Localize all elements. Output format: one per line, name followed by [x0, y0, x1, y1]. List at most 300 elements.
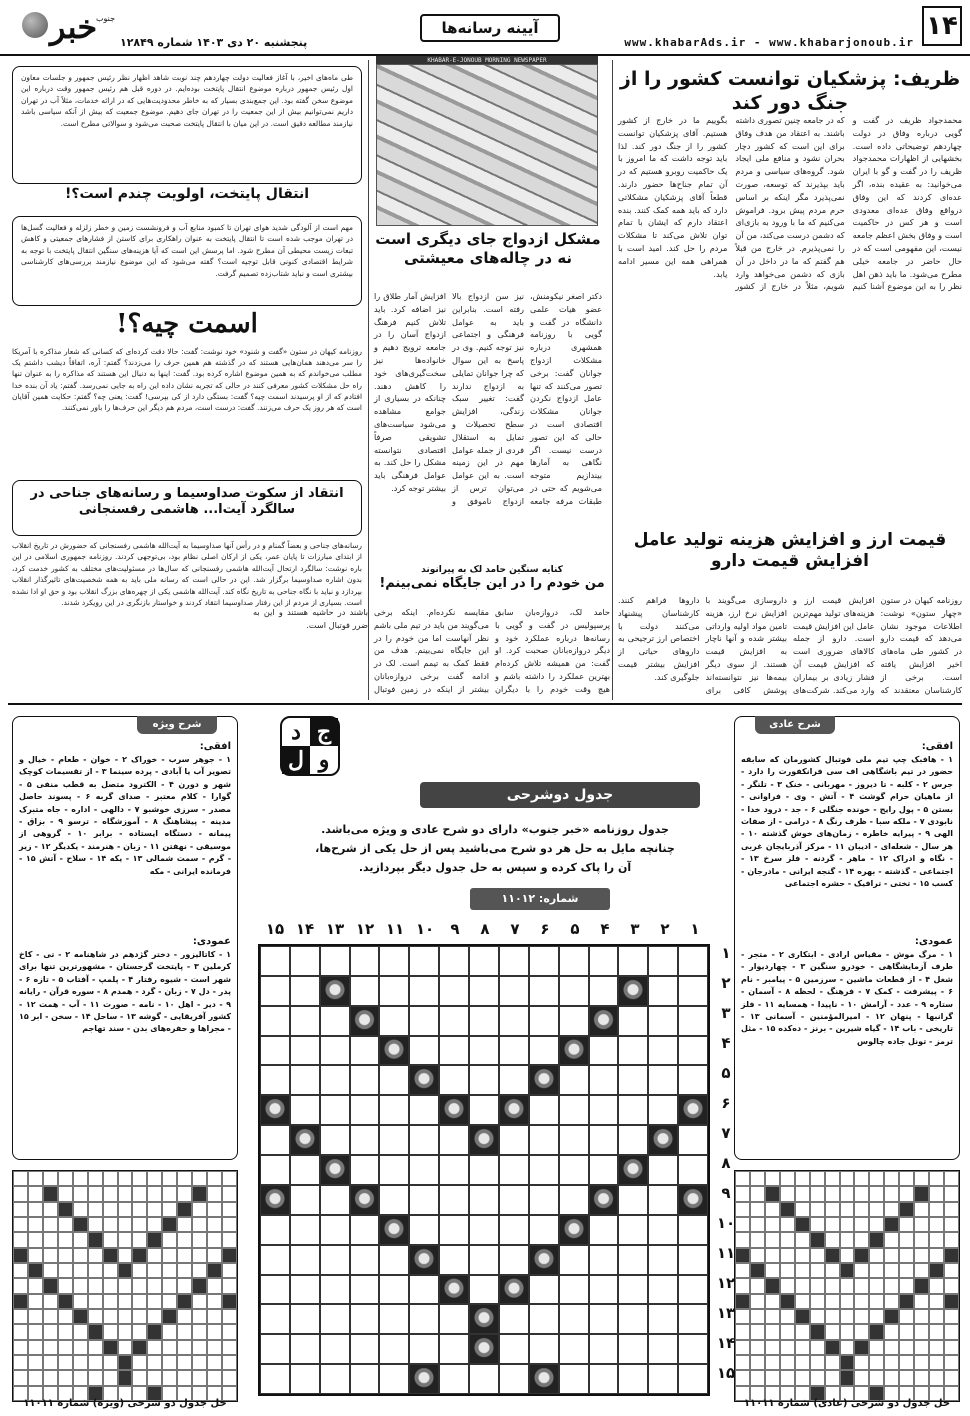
grid-cell[interactable]	[529, 1334, 559, 1364]
grid-cell[interactable]	[618, 1185, 648, 1215]
grid-cell[interactable]	[469, 1006, 499, 1036]
grid-cell[interactable]	[439, 1065, 469, 1095]
grid-cell[interactable]	[618, 1215, 648, 1245]
grid-cell[interactable]	[678, 1304, 708, 1334]
normal-down-clues: ۱ - مرگ موش - مقیاس ارادی - ابتکاری ۲ - متجر - طرف آزمایشگاهی - خودرو سنگین ۳ - چهاردیوار - شغل ۴ - از قطعات ماشین - سرزمین ۵ - پیامبر - نام ۶ - پیشرفت - کمک ۷ - فرهنگ - لحظه ۸ - آسمان - ستاره ۹ - عدد - آرامش ۱۰ - ناپیدا - همسایه ۱۱ - فلز گرانبها - پنهان ۱۲ - امیرالمؤمنین - آسمانی ۱۳ - تاریخی - باب ۱۴ - گیاه شیرین - برنز - ده‌کده ۱۵ - مثل ترمز - تونل جاده چالوس	[741, 950, 954, 1046]
grid-cell[interactable]	[409, 1304, 439, 1334]
grid-cell[interactable]	[290, 1215, 320, 1245]
black-cell	[618, 976, 648, 1006]
grid-cell[interactable]	[409, 1275, 439, 1305]
grid-cell[interactable]	[260, 1275, 290, 1305]
grid-cell[interactable]	[499, 1185, 529, 1215]
grid-cell[interactable]	[559, 1065, 589, 1095]
grid-cell[interactable]	[260, 946, 290, 976]
solution-cell	[869, 1217, 884, 1232]
solution-cell	[929, 1186, 944, 1201]
grid-cell[interactable]	[648, 1364, 678, 1394]
solution-black-cell	[869, 1232, 884, 1247]
grid-cell[interactable]	[379, 1334, 409, 1364]
grid-cell[interactable]	[589, 1334, 619, 1364]
grid-cell[interactable]	[618, 1364, 648, 1394]
grid-cell[interactable]	[260, 1125, 290, 1155]
grid-cell[interactable]	[260, 1065, 290, 1095]
grid-cell[interactable]	[320, 1006, 350, 1036]
zarif-body: محمدجواد ظریف در گفت و گویی درباره وفاق در دولت چهاردهم توضیحاتی داده است. بخشهایی از اظهارات محمدجواد ظریف را در گفت و گو با ایران می‌خوانید: به عقیده بنده، اگر عده‌ای کردند که این وفاق درواقع وفاق عده‌ای معدودی است و هر کس در حاکمیت است و وفاق بخش اعظم جامعه نیست، این مفهومی است که در حال حاضر در جامعه خیلی مطرح می‌شود. ما باید ذهن اهل نظر را به این موضوع آشنا کنیم که در جامعه چنین تصوری داشته باشند. به اعتقاد من هدف وفاق برای این است که کشور دچار بحران نشود و منافع ملی ایجاد شود. گروه‌های سیاسی و مردم باید بپذیرند که توسعه، صورت نمی‌پذیرد مگر اینکه بر اساس حرم مردم پیش برود. فراموش می‌کنیم که ما با ورود به بازی‌ای که دشمن درست می‌کند، من آن را نمی‌پذیرم. در خارج من قبلاً هم گفتم که ما در داخل در آن بازی که دشمن می‌خواهد وارد شویم، مثلاً در خارج از کشور بگوییم ما در خارج از کشور هستیم. آقای پزشکیان توانست کشور را از جنگ دور کند. لذا باید توجه داشت که ما امروز با یک حاکمیت روبرو هستیم که در آن تمام جناح‌ها حضور دارند. قطعاً آقای پزشکیان مشکلاتی دارد که باید همه کمک کنند. بنده اعتقاد دارم که ایشان با تمام توان تلاش می‌کند تا مشکلات مردم را حل کند. امید است با همراهی همه این مسیر ادامه یابد.	[618, 115, 962, 292]
grid-cell[interactable]	[618, 1125, 648, 1155]
row-number: ۵	[721, 1064, 731, 1082]
grid-cell[interactable]	[379, 1125, 409, 1155]
solution-cell	[43, 1248, 58, 1263]
grid-cell[interactable]	[290, 946, 320, 976]
grid-cell[interactable]	[529, 1155, 559, 1185]
grid-cell[interactable]	[409, 1006, 439, 1036]
solution-black-cell	[840, 1370, 855, 1385]
grid-cell[interactable]	[589, 1125, 619, 1155]
grid-cell[interactable]	[320, 1065, 350, 1095]
solution-cell	[73, 1202, 88, 1217]
grid-cell[interactable]	[350, 1364, 380, 1394]
grid-cell[interactable]	[469, 1275, 499, 1305]
solution-cell	[28, 1340, 43, 1355]
grid-cell[interactable]	[469, 1036, 499, 1066]
grid-cell[interactable]	[350, 1036, 380, 1066]
grid-cell[interactable]	[499, 1334, 529, 1364]
grid-cell[interactable]	[529, 1275, 559, 1305]
solution-cell	[132, 1309, 147, 1324]
grid-cell[interactable]	[350, 1215, 380, 1245]
solution-cell	[73, 1355, 88, 1370]
solution-cell	[88, 1278, 103, 1293]
grid-cell[interactable]	[379, 976, 409, 1006]
grid-cell[interactable]	[648, 1095, 678, 1125]
solution-cell	[192, 1340, 207, 1355]
solution-cell	[103, 1263, 118, 1278]
solution-cell	[765, 1294, 780, 1309]
solution-cell	[13, 1340, 28, 1355]
grid-cell[interactable]	[529, 1006, 559, 1036]
grid-cell[interactable]	[529, 1036, 559, 1066]
grid-cell[interactable]	[439, 1036, 469, 1066]
grid-cell[interactable]	[290, 1245, 320, 1275]
grid-cell[interactable]	[350, 1125, 380, 1155]
solution-cell	[43, 1202, 58, 1217]
grid-cell[interactable]	[618, 1304, 648, 1334]
crossword-number: شماره: ۱۱۰۱۲	[470, 888, 610, 910]
name-body: روزنامه کیهان در ستون «گفت و شنود» خود نوشت: گفت: حالا دقت کرده‌ای که کسانی که شعار مذاکره با آمریکا را سر می‌دهند همان‌هایی هستند که در گذشته هم همین حرف را می‌زدند؟ گفتم: آره، اتفاقاً دیشب داشتم یک مطلب می‌خواندم که به همین موضوع اشاره کرده بود. گفت: اینها به دنبال این هستند که مذاکره را به عنوان تنها راه حل مشکلات کشور معرفی کنند در حالی که تجربه نشان داده این راه به جایی نمی‌رسد. گفتم: یاد آن بنده خدا افتادم که از او پرسیدند اسمت چیه؟ گفت: بستگی دارد از کی بپرسی! گفت: یعنی چه؟ گفتم: حکایت همین آقایان است که هر روز یک حرف می‌زنند. گفت: درست است، مردم هم دیگر این حرف‌ها را باور نمی‌کنند.	[12, 347, 362, 413]
grid-cell[interactable]	[559, 1245, 589, 1275]
row-number: ۸	[721, 1154, 731, 1172]
grid-cell[interactable]	[648, 1304, 678, 1334]
solution-cell	[207, 1355, 222, 1370]
grid-cell[interactable]	[678, 1364, 708, 1394]
grid-cell[interactable]	[648, 1006, 678, 1036]
column-number: ۱۳	[325, 920, 345, 938]
solution-cell	[914, 1248, 929, 1263]
grid-cell[interactable]	[529, 1095, 559, 1125]
solution-black-cell	[929, 1263, 944, 1278]
grid-cell[interactable]	[589, 1245, 619, 1275]
grid-cell[interactable]	[439, 1334, 469, 1364]
grid-cell[interactable]	[648, 976, 678, 1006]
grid-cell[interactable]	[529, 976, 559, 1006]
solution-cell	[73, 1294, 88, 1309]
grid-cell[interactable]	[290, 1304, 320, 1334]
solution-cell	[43, 1309, 58, 1324]
solution-black-cell	[780, 1294, 795, 1309]
solution-black-cell	[192, 1278, 207, 1293]
grid-cell[interactable]	[350, 946, 380, 976]
grid-cell[interactable]	[618, 946, 648, 976]
grid-cell[interactable]	[350, 1304, 380, 1334]
grid-cell[interactable]	[469, 1215, 499, 1245]
grid-cell[interactable]	[260, 1334, 290, 1364]
grid-cell[interactable]	[350, 1095, 380, 1125]
solution-cell	[854, 1186, 869, 1201]
grid-cell[interactable]	[350, 976, 380, 1006]
solution-black-cell	[884, 1309, 899, 1324]
grid-cell[interactable]	[559, 976, 589, 1006]
grid-cell[interactable]	[379, 1364, 409, 1394]
grid-cell[interactable]	[379, 1275, 409, 1305]
grid-cell[interactable]	[648, 1275, 678, 1305]
grid-cell[interactable]	[469, 1364, 499, 1394]
grid-cell[interactable]	[678, 1245, 708, 1275]
solution-cell	[13, 1202, 28, 1217]
grid-cell[interactable]	[290, 1095, 320, 1125]
grid-cell[interactable]	[260, 1364, 290, 1394]
grid-cell[interactable]	[469, 1245, 499, 1275]
grid-cell[interactable]	[320, 1036, 350, 1066]
grid-cell[interactable]	[618, 1065, 648, 1095]
grid-cell[interactable]	[290, 1006, 320, 1036]
grid-cell[interactable]	[589, 1065, 619, 1095]
column-number: ۱۲	[355, 920, 375, 938]
solution-cell	[825, 1355, 840, 1370]
grid-cell[interactable]	[648, 1215, 678, 1245]
grid-cell[interactable]	[648, 1245, 678, 1275]
grid-cell[interactable]	[678, 1065, 708, 1095]
grid-cell[interactable]	[290, 1155, 320, 1185]
solution-cell	[88, 1263, 103, 1278]
solution-cell	[735, 1340, 750, 1355]
solution-black-cell	[825, 1340, 840, 1355]
grid-cell[interactable]	[499, 1364, 529, 1394]
grid-cell[interactable]	[529, 1185, 559, 1215]
solution-cell	[914, 1202, 929, 1217]
solution-cell	[222, 1232, 237, 1247]
solution-black-cell	[869, 1324, 884, 1339]
grid-cell[interactable]	[409, 1185, 439, 1215]
grid-cell[interactable]	[290, 1364, 320, 1394]
grid-cell[interactable]	[320, 1304, 350, 1334]
solution-cell	[780, 1370, 795, 1385]
grid-cell[interactable]	[529, 1215, 559, 1245]
solution-cell	[810, 1278, 825, 1293]
grid-cell[interactable]	[648, 1334, 678, 1364]
grid-cell[interactable]	[678, 1334, 708, 1364]
grid-cell[interactable]	[439, 1364, 469, 1394]
grid-cell[interactable]	[589, 1155, 619, 1185]
grid-cell[interactable]	[499, 1155, 529, 1185]
solution-cell	[884, 1171, 899, 1186]
grid-cell[interactable]	[678, 946, 708, 976]
grid-cell[interactable]	[618, 1006, 648, 1036]
special-down-clues: ۱ - کاتالیزور - دختر گژدهم در شاهنامه ۲ - تی - کاخ کرملین ۳ - پایتخت گرجستان - مشهورترین تنها برای شهر است - شیوه رفتار ۴ - پلمپ - آفتاب ۵ - تازه ۶ - پدر - دل ۷ - زبان - گرد - همدم ۸ - سوره قرآن - رایانه ۹ - دیر - اهل ۱۰ - نامه - صورت ۱۱ - آب - همت ۱۲ - کشور آفریقایی - گوشه ۱۳ - ساحل ۱۴ - سخن - ابر ۱۵ - مجراها و حفره‌های بدن - سند تهاجم	[19, 950, 232, 1034]
grid-cell[interactable]	[678, 1215, 708, 1245]
solution-black-cell	[43, 1186, 58, 1201]
grid-cell[interactable]	[260, 1304, 290, 1334]
grid-cell[interactable]	[439, 946, 469, 976]
grid-cell[interactable]	[589, 1304, 619, 1334]
grid-cell[interactable]	[290, 1275, 320, 1305]
solution-cell	[162, 1232, 177, 1247]
grid-cell[interactable]	[589, 1275, 619, 1305]
grid-cell[interactable]	[320, 1095, 350, 1125]
solution-black-cell	[147, 1232, 162, 1247]
solution-cell	[147, 1202, 162, 1217]
grid-cell[interactable]	[589, 1036, 619, 1066]
grid-cell[interactable]	[678, 1155, 708, 1185]
black-cell	[260, 1095, 290, 1125]
solution-black-cell	[750, 1263, 765, 1278]
solution-black-cell	[914, 1278, 929, 1293]
grid-cell[interactable]	[559, 1155, 589, 1185]
grid-cell[interactable]	[648, 1036, 678, 1066]
grid-cell[interactable]	[618, 1095, 648, 1125]
grid-cell[interactable]	[469, 976, 499, 1006]
grid-cell[interactable]	[439, 1155, 469, 1185]
black-cell	[678, 1185, 708, 1215]
grid-cell[interactable]	[290, 1185, 320, 1215]
solution-cell	[207, 1232, 222, 1247]
grid-cell[interactable]	[499, 1006, 529, 1036]
solution-cell	[28, 1171, 43, 1186]
site-url[interactable]: www.khabarAds.ir - www.khabarjonoub.ir	[624, 36, 914, 49]
grid-cell[interactable]	[559, 946, 589, 976]
grid-cell[interactable]	[320, 1364, 350, 1394]
grid-cell[interactable]	[320, 946, 350, 976]
grid-cell[interactable]	[379, 1095, 409, 1125]
solution-cell	[810, 1202, 825, 1217]
grid-cell[interactable]	[469, 946, 499, 976]
grid-cell[interactable]	[439, 1245, 469, 1275]
grid-cell[interactable]	[350, 1275, 380, 1305]
solution-cell	[177, 1217, 192, 1232]
solution-cell	[118, 1202, 133, 1217]
solution-cell	[750, 1171, 765, 1186]
black-cell	[618, 1155, 648, 1185]
grid-cell[interactable]	[648, 1185, 678, 1215]
grid-cell[interactable]	[260, 1215, 290, 1245]
grid-cell[interactable]	[439, 1006, 469, 1036]
solution-cell	[28, 1202, 43, 1217]
grid-cell[interactable]	[499, 976, 529, 1006]
grid-cell[interactable]	[290, 976, 320, 1006]
solution-black-cell	[132, 1340, 147, 1355]
grid-cell[interactable]	[320, 1215, 350, 1245]
grid-cell[interactable]	[618, 1245, 648, 1275]
newspapers-photo	[376, 64, 598, 226]
grid-cell[interactable]	[320, 1334, 350, 1364]
grid-cell[interactable]	[618, 1036, 648, 1066]
solution-cell	[944, 1340, 959, 1355]
grid-cell[interactable]	[469, 1185, 499, 1215]
grid-cell[interactable]	[678, 1275, 708, 1305]
solution-cell	[103, 1355, 118, 1370]
grid-cell[interactable]	[409, 1215, 439, 1245]
solution-black-cell	[177, 1294, 192, 1309]
row-number: ۳	[721, 1004, 731, 1022]
solution-cell	[735, 1324, 750, 1339]
grid-cell[interactable]	[648, 1155, 678, 1185]
solution-black-cell	[735, 1294, 750, 1309]
solution-cell	[795, 1171, 810, 1186]
solution-cell	[899, 1340, 914, 1355]
black-cell	[589, 1185, 619, 1215]
grid-cell[interactable]	[320, 1275, 350, 1305]
grid-cell[interactable]	[409, 976, 439, 1006]
grid-cell[interactable]	[529, 1125, 559, 1155]
grid-cell[interactable]	[589, 1364, 619, 1394]
grid-cell[interactable]	[439, 1125, 469, 1155]
solution-cell	[735, 1309, 750, 1324]
solution-cell	[869, 1370, 884, 1385]
solution-cell	[854, 1324, 869, 1339]
solution-cell	[207, 1294, 222, 1309]
grid-cell[interactable]	[499, 946, 529, 976]
solution-cell	[869, 1278, 884, 1293]
solution-black-cell	[840, 1263, 855, 1278]
grid-cell[interactable]	[409, 946, 439, 976]
grid-cell[interactable]	[589, 1215, 619, 1245]
grid-cell[interactable]	[320, 1125, 350, 1155]
grid-cell[interactable]	[678, 976, 708, 1006]
grid-cell[interactable]	[559, 1185, 589, 1215]
solution-cell	[854, 1278, 869, 1293]
grid-cell[interactable]	[648, 946, 678, 976]
grid-cell[interactable]	[499, 1065, 529, 1095]
grid-cell[interactable]	[559, 1006, 589, 1036]
grid-cell[interactable]	[290, 1334, 320, 1364]
grid-cell[interactable]	[379, 1155, 409, 1185]
solution-cell	[825, 1263, 840, 1278]
currency-headline: قیمت ارز و افزایش هزینه تولید عامل افزایش قیمت دارو	[633, 530, 947, 572]
black-cell	[409, 1065, 439, 1095]
grid-cell[interactable]	[618, 1275, 648, 1305]
grid-cell[interactable]	[559, 1334, 589, 1364]
crossword-grid[interactable]	[258, 944, 710, 1396]
grid-cell[interactable]	[290, 1036, 320, 1066]
grid-cell[interactable]	[499, 1245, 529, 1275]
grid-cell[interactable]	[350, 1155, 380, 1185]
grid-cell[interactable]	[469, 1095, 499, 1125]
grid-cell[interactable]	[499, 1125, 529, 1155]
grid-cell[interactable]	[379, 1185, 409, 1215]
solution-cell	[765, 1309, 780, 1324]
grid-cell[interactable]	[409, 1125, 439, 1155]
grid-cell[interactable]	[559, 1125, 589, 1155]
grid-cell[interactable]	[589, 1095, 619, 1125]
grid-cell[interactable]	[409, 1334, 439, 1364]
grid-cell[interactable]	[260, 1036, 290, 1066]
solution-cell	[162, 1278, 177, 1293]
grid-cell[interactable]	[320, 1245, 350, 1275]
solution-cell	[944, 1309, 959, 1324]
solution-cell	[899, 1232, 914, 1247]
grid-cell[interactable]	[439, 976, 469, 1006]
grid-cell[interactable]	[439, 1185, 469, 1215]
grid-cell[interactable]	[350, 1334, 380, 1364]
grid-cell[interactable]	[439, 1215, 469, 1245]
grid-cell[interactable]	[379, 1304, 409, 1334]
grid-cell[interactable]	[260, 976, 290, 1006]
solution-cell	[177, 1309, 192, 1324]
grid-cell[interactable]	[499, 1304, 529, 1334]
grid-cell[interactable]	[529, 1304, 559, 1334]
grid-cell[interactable]	[559, 1304, 589, 1334]
grid-cell[interactable]	[350, 1245, 380, 1275]
grid-cell[interactable]	[409, 1036, 439, 1066]
grid-cell[interactable]	[678, 1125, 708, 1155]
grid-cell[interactable]	[499, 1036, 529, 1066]
grid-cell[interactable]	[379, 1245, 409, 1275]
grid-cell[interactable]	[589, 946, 619, 976]
grid-cell[interactable]	[469, 1065, 499, 1095]
grid-cell[interactable]	[409, 1095, 439, 1125]
grid-cell[interactable]	[290, 1065, 320, 1095]
grid-cell[interactable]	[379, 1065, 409, 1095]
grid-cell[interactable]	[350, 1065, 380, 1095]
grid-cell[interactable]	[260, 1245, 290, 1275]
solution-cell	[929, 1248, 944, 1263]
solution-cell	[825, 1202, 840, 1217]
grid-cell[interactable]	[589, 976, 619, 1006]
grid-cell[interactable]	[260, 1155, 290, 1185]
grid-cell[interactable]	[678, 1006, 708, 1036]
grid-cell[interactable]	[260, 1006, 290, 1036]
solution-cell	[73, 1340, 88, 1355]
grid-cell[interactable]	[499, 1215, 529, 1245]
solution-cell	[869, 1294, 884, 1309]
solution-cell	[13, 1263, 28, 1278]
grid-cell[interactable]	[469, 1155, 499, 1185]
black-cell	[529, 1364, 559, 1394]
solution-cell	[840, 1340, 855, 1355]
grid-cell[interactable]	[379, 1006, 409, 1036]
grid-cell[interactable]	[678, 1036, 708, 1066]
date-line: پنجشنبه ۲۰ دی ۱۴۰۳ شماره ۱۲۸۴۹	[120, 36, 308, 49]
solution-black-cell	[854, 1248, 869, 1263]
grid-cell[interactable]	[618, 1334, 648, 1364]
grid-cell[interactable]	[409, 1155, 439, 1185]
grid-cell[interactable]	[379, 946, 409, 976]
solution-cell	[750, 1217, 765, 1232]
grid-cell[interactable]	[529, 946, 559, 976]
grid-cell[interactable]	[559, 1275, 589, 1305]
solution-cell	[132, 1278, 147, 1293]
solution-cell	[162, 1248, 177, 1263]
grid-cell[interactable]	[559, 1364, 589, 1394]
grid-cell[interactable]	[648, 1065, 678, 1095]
solution-black-cell	[177, 1202, 192, 1217]
solution-black-cell	[13, 1294, 28, 1309]
solution-cell	[810, 1263, 825, 1278]
grid-cell[interactable]	[439, 1304, 469, 1334]
grid-cell[interactable]	[559, 1095, 589, 1125]
solution-cell	[869, 1171, 884, 1186]
grid-cell[interactable]	[320, 1185, 350, 1215]
solution-black-cell	[192, 1186, 207, 1201]
